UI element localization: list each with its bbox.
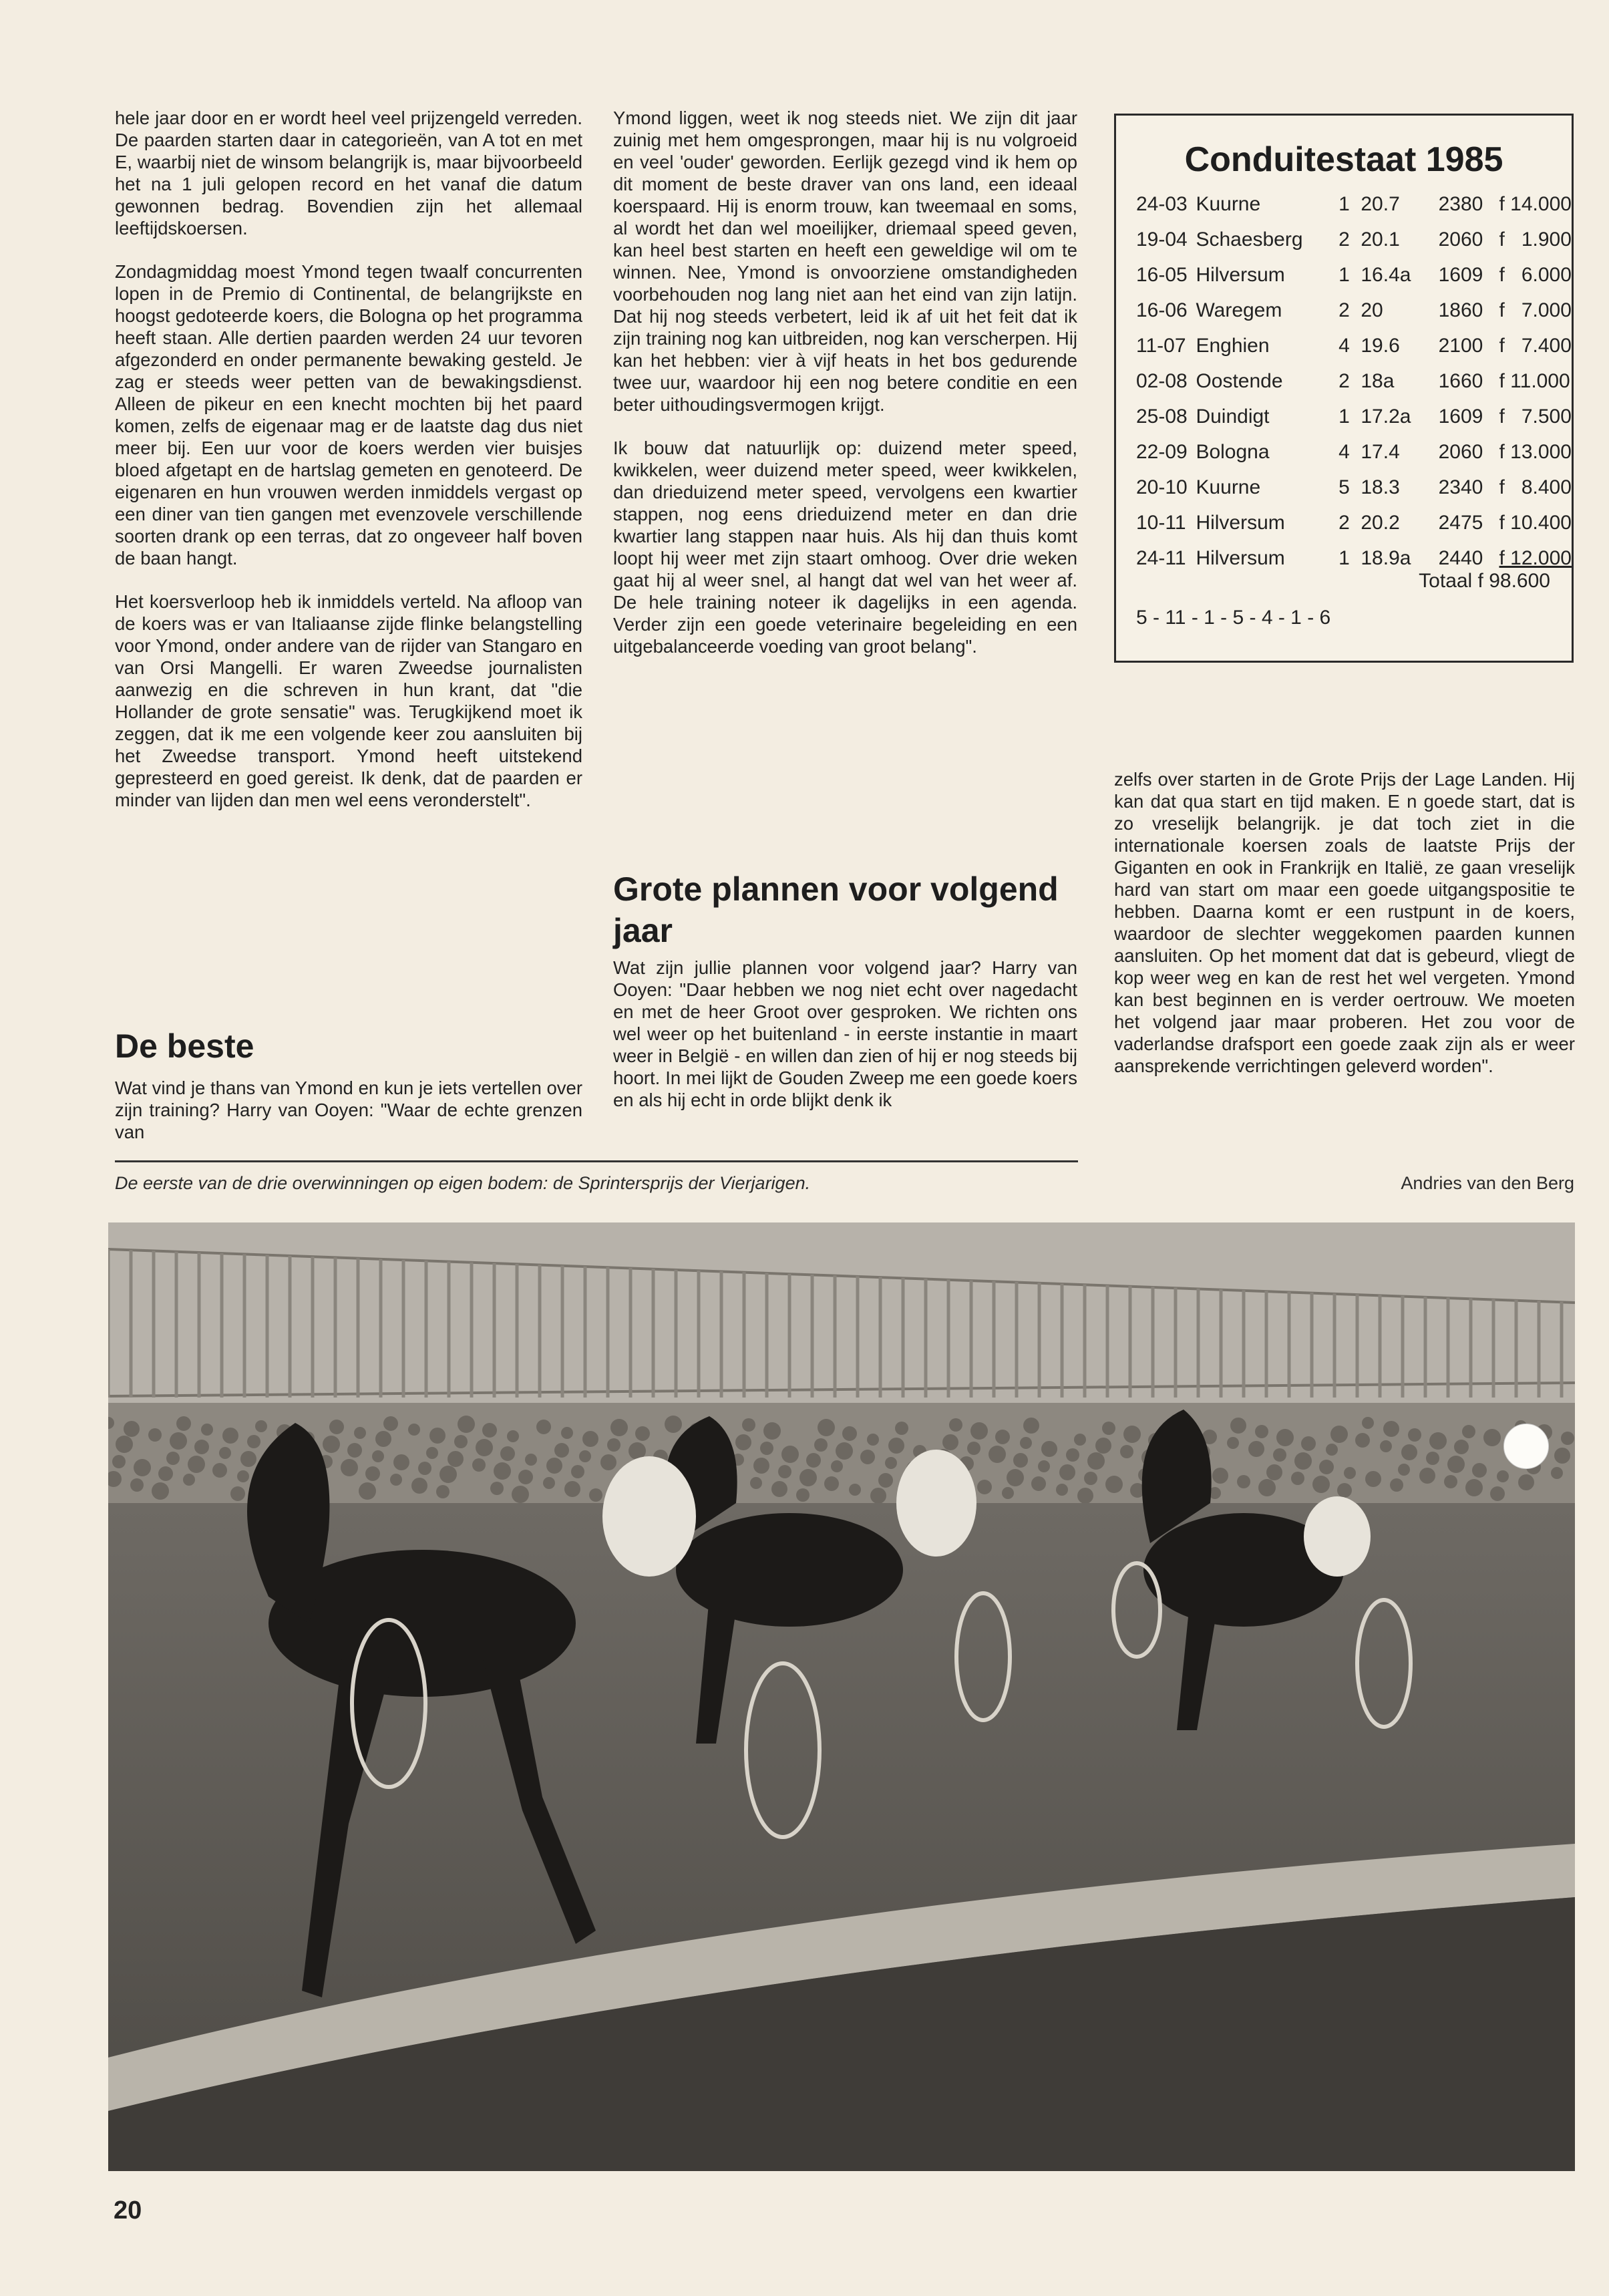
cell-dist: 2060 (1438, 228, 1483, 251)
article-column-3 (1114, 768, 1575, 1077)
cell-dist: 1609 (1438, 263, 1483, 286)
cell-prize: f 11.000 (1499, 369, 1570, 392)
cell-prize: f 7.000 (1499, 299, 1572, 321)
article-column-1 (115, 107, 582, 811)
table-row (1136, 186, 1572, 222)
table-row (1136, 399, 1572, 434)
cell-place: Duindigt (1196, 405, 1270, 428)
cell-date: 10-11 (1136, 511, 1186, 534)
cell-date: 16-06 (1136, 299, 1188, 321)
cell-time: 17.2a (1361, 405, 1411, 428)
cell-rank: 4 (1338, 334, 1350, 357)
cell-time: 18a (1361, 369, 1395, 392)
cell-prize: f 10.400 (1499, 511, 1572, 534)
results-table (1136, 186, 1572, 576)
cell-dist: 2440 (1438, 546, 1483, 569)
cell-date: 22-09 (1136, 440, 1188, 463)
cell-rank: 1 (1338, 192, 1350, 215)
cell-place: Kuurne (1196, 476, 1261, 498)
positions-sequence: 5 - 11 - 1 - 5 - 4 - 1 - 6 (1136, 607, 1331, 629)
paragraph: Wat zijn jullie plannen voor volgend jaar? Harry van Ooyen: "Daar hebben we nog niet echt over nagedacht en met de heer Groot over gesproken. We richten ons wel weer op het buitenland - in eerste instantie in maart weer in België - en willen dan zien of hij er nog steeds bij hoort. In mei lijkt de Gouden Zweep me een goede koers en als hij echt in orde blijkt denk ik (613, 957, 1077, 1110)
cell-place: Hilversum (1196, 546, 1285, 569)
cell-place: Hilversum (1196, 511, 1285, 534)
cell-time: 17.4 (1361, 440, 1400, 463)
paragraph: Het koersverloop heb ik inmiddels verteld. Na afloop van de koers was er van Italiaanse zijde flinke belangstelling voor Ymond, onder andere van de rijder van Stangaro en van Orsi Mangelli. Er waren Zweedse journalisten aanwezig en die schreven in hun krant, dat "die Hollander de grote sensatie" was. Terugkijkend moet ik zeggen, dat ik me een volgende keer zou aansluiten bij het Zweedse transport. Ymond heeft uitstekend gepresteerd en goed gereist. Ik denk, dat de paarden er minder van lijden dan men wel eens veronderstelt". (115, 591, 582, 810)
cell-dist: 2380 (1438, 192, 1483, 215)
cell-date: 25-08 (1136, 405, 1188, 428)
cell-time: 20.2 (1361, 511, 1400, 534)
cell-date: 24-03 (1136, 192, 1188, 215)
cell-prize: f 1.900 (1499, 228, 1572, 251)
total-prize: Totaal f 98.600 (1419, 570, 1550, 592)
cell-dist: 2100 (1438, 334, 1483, 357)
cell-rank: 2 (1338, 511, 1350, 534)
page-number: 20 (114, 2196, 142, 2225)
cell-prize: f 8.400 (1499, 476, 1572, 498)
cell-rank: 4 (1338, 440, 1350, 463)
race-photo (108, 1222, 1575, 2171)
cell-rank: 5 (1338, 476, 1350, 498)
cell-time: 18.9a (1361, 546, 1411, 569)
table-row (1136, 363, 1572, 399)
cell-rank: 2 (1338, 228, 1350, 251)
cell-rank: 1 (1338, 405, 1350, 428)
table-row (1136, 222, 1572, 257)
cell-place: Bologna (1196, 440, 1270, 463)
cell-date: 11-07 (1136, 334, 1186, 357)
author-byline: Andries van den Berg (1401, 1173, 1574, 1193)
paragraph: zelfs over starten in de Grote Prijs der Lage Landen. Hij kan dat qua start en tijd maken. E n goede start, dat is zo vreselijk belangrijk. je dat toch ziet in die internationale koersen zoals de laatste Prijs der Giganten en ook in Frankrijk en Italië, ze gaan vreselijk hard van start om maar een goede uitgangspositie te hebben. Daarna komt er een rustpunt in de koers, waardoor de slechter weggekomen paarden kunnen aansluiten. Op het moment dat dat is gebeurd, vliegt de kop weer weg en kan de rest het wel vergeten. Ymond kan best beginnen en is verder oertrouw. We moeten het volgend jaar maar proberen. Het zou voor de vaderlandse drafsport een goede zaak zijn als er weer aansprekende verrichtingen geleverd worden". (1114, 769, 1575, 1076)
cell-place: Oostende (1196, 369, 1283, 392)
table-row (1136, 293, 1572, 328)
punch-hole (1503, 1424, 1549, 1469)
cell-prize: f 7.400 (1499, 334, 1572, 357)
table-row (1136, 257, 1572, 293)
cell-date: 02-08 (1136, 369, 1188, 392)
cell-place: Kuurne (1196, 192, 1261, 215)
cell-prize: f 7.500 (1499, 405, 1572, 428)
cell-prize: f 12.000 (1499, 546, 1572, 569)
table-row (1136, 470, 1572, 505)
cell-date: 16-05 (1136, 263, 1188, 286)
table-row (1136, 328, 1572, 363)
section-heading-grote-plannen: Grote plannen voor volgend jaar (613, 870, 1059, 949)
cell-time: 18.3 (1361, 476, 1400, 498)
cell-rank: 2 (1338, 369, 1350, 392)
cell-place: Enghien (1196, 334, 1270, 357)
cell-time: 20.1 (1361, 228, 1400, 251)
cell-date: 19-04 (1136, 228, 1188, 251)
article-column-2 (613, 107, 1077, 657)
cell-rank: 1 (1338, 546, 1350, 569)
cell-place: Hilversum (1196, 263, 1285, 286)
cell-dist: 1660 (1438, 369, 1483, 392)
cell-time: 20 (1361, 299, 1383, 321)
conduitestaat-box (1114, 114, 1574, 663)
cell-dist: 2340 (1438, 476, 1483, 498)
table-row (1136, 505, 1572, 540)
cell-rank: 2 (1338, 299, 1350, 321)
cell-rank: 1 (1338, 263, 1350, 286)
paragraph: Ik bouw dat natuurlijk op: duizend meter speed, kwikkelen, weer duizend meter speed, weer kwikkelen, dan drieduizend meter speed, vervolgens een kwartier stappen, nog eens drieduizend meter en dan drie kwartier lang stappen naar huis. Als hij dan thuis komt loopt hij weer met zijn staart omhoog. Over drie weken gaat hij al weer snel, al hangt dat wel van het weer af. De hele training noteer ik dagelijks in een agenda. Verder zijn een goede veterinaire begeleiding en een uitgebalanceerde voeding van groot belang". (613, 438, 1077, 657)
cell-place: Schaesberg (1196, 228, 1303, 251)
cell-date: 20-10 (1136, 476, 1188, 498)
section-heading-de-beste: De beste (115, 1027, 254, 1065)
cell-prize: f 14.000 (1499, 192, 1572, 215)
cell-dist: 2475 (1438, 511, 1483, 534)
cell-dist: 1860 (1438, 299, 1483, 321)
cell-prize: f 13.000 (1499, 440, 1572, 463)
paragraph: hele jaar door en er wordt heel veel prijzengeld verreden. De paarden starten daar in categorieën, van A tot en met E, waarbij niet de winsom belangrijk is, maar bijvoorbeeld het na 1 juli gelopen record en het vanaf die datum gewonnen bedrag. Bovendien zijn het allemaal leeftijdskoersen. (115, 108, 582, 238)
photo-caption: De eerste van de drie overwinningen op eigen bodem: de Sprintersprijs der Vierjarigen. (115, 1173, 811, 1193)
cell-time: 19.6 (1361, 334, 1400, 357)
divider (115, 1160, 1078, 1162)
paragraph: Ymond liggen, weet ik nog steeds niet. We zijn dit jaar zuinig met hem omgesprongen, maar hij is nu volgroeid en veel 'ouder' geworden. Eerlijk gezegd vind ik hem op dit moment de beste draver van ons land, een ideaal koerspaard. Hij is enorm trouw, kan tweemaal en soms, al wordt het dan wel moeilijker, driemaal speed geven, kan heel best starten en heeft een geweldige wil om te winnen. Nee, Ymond is onvoorziene omstandigheden voorbehouden nog lang niet aan het eind van zijn latijn. Dat hij nog steeds verbetert, leid ik af uit het feit dat ik zijn training nog kan uitbreiden, nog kan verscherpen. Hij kan het hebben: vier à vijf heats in het bos gedurende twee uur, waardoor hij een nog betere conditie en een beter uithoudingsvermogen krijgt. (613, 108, 1077, 415)
cell-time: 16.4a (1361, 263, 1411, 286)
cell-dist: 2060 (1438, 440, 1483, 463)
cell-prize: f 6.000 (1499, 263, 1572, 286)
paragraph: Zondagmiddag moest Ymond tegen twaalf concurrenten lopen in de Premio di Continental, de belangrijkste en hoogst gedoteerde koers, die Bologna op het programma heeft staan. Alle dertien paarden werden 24 uur tevoren afgezonderd en onder permanente bewaking gesteld. Je zag er steeds weer petten van de bewakingsdienst. Alleen de pikeur en een knecht mochten bij het paard komen, zelfs de eigenaar mag er de laatste dag dus niet meer bij. Een uur voor de koers werden vier buisjes bloed afgetapt en de hartslag gemeten en genoteerd. De eigenaren en hun vrouwen werden inmiddels vergast op een diner van tien gangen met evenzovele verschillende soorten drank op een terras, dat zo ongeveer half boven de baan hangt. (115, 261, 582, 568)
table-row (1136, 434, 1572, 470)
cell-dist: 1609 (1438, 405, 1483, 428)
cell-time: 20.7 (1361, 192, 1400, 215)
cell-place: Waregem (1196, 299, 1282, 321)
paragraph: Wat vind je thans van Ymond en kun je iets vertellen over zijn training? Harry van Ooyen: "Waar de echte grenzen van (115, 1078, 582, 1142)
cell-date: 24-11 (1136, 546, 1186, 569)
box-title: Conduitestaat 1985 (1184, 140, 1503, 179)
